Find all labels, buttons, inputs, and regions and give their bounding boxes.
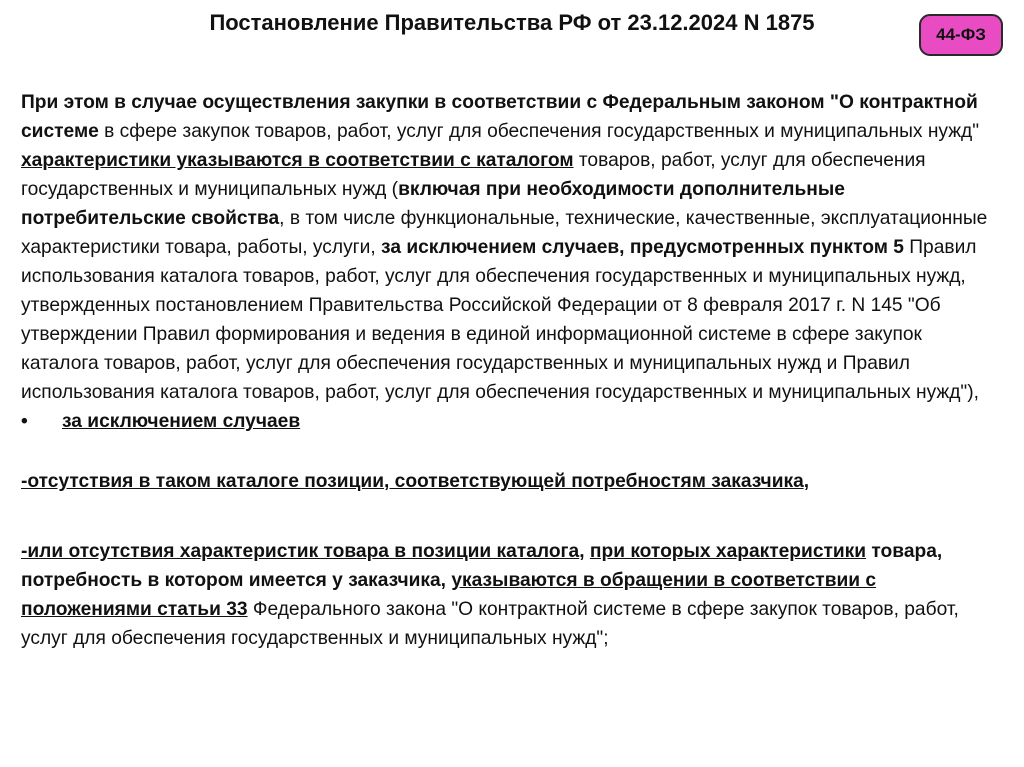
paragraph-or	[21, 537, 991, 653]
para1-underlined-catalog: характеристики указываются в соответствии с каталогом	[21, 150, 574, 171]
bullet-icon: •	[21, 411, 28, 432]
law-badge: 44-ФЗ	[919, 14, 1003, 56]
paragraph-absence	[21, 467, 991, 496]
or-bold-text: товара, потребность в котором имеется у заказчика,	[21, 541, 943, 591]
para1-text-3: , в том числе функциональные, технические, качественные, эксплуатационные характеристики товара, работы, услуги,	[21, 208, 988, 258]
bullet-text: за исключением случаев	[62, 411, 301, 432]
para1-text-2: товаров, работ, услуг для обеспечения государственных и муниципальных нужд (	[21, 150, 926, 200]
or-underlined-3: указываются в обращении в соответствии с положениями статьи 33	[21, 570, 877, 620]
or-text-end: Федерального закона "О контрактной системе в сфере закупок товаров, работ, услуг для обеспечения государственных и муниципальных нужд";	[21, 599, 959, 649]
para1-text-4: Правил использования каталога товаров, работ, услуг для обеспечения государственных и муниципальных нужд, утвержденных постановлением Правительства Российской Федерации от 8 февраля 2017 г. N 145 "Об утверждении Правил формирования и ведения в единой информационной системе в сфере закупок каталога товаров, работ, услуг для обеспечения государственных и муниципальных нужд и Правил использования каталога товаров, работ, услуг для обеспечения государственных и муниципальных нужд"),	[21, 237, 979, 403]
para1-bold-exception: за исключением случаев, предусмотренных пунктом 5	[381, 237, 904, 258]
or-comma: ,	[579, 541, 590, 562]
paragraph-main	[21, 88, 991, 407]
document-body	[21, 88, 991, 653]
para1-text-1: в сфере закупок товаров, работ, услуг для обеспечения государственных и муниципальных нужд"	[98, 121, 980, 142]
para1-bold-start: При этом в случае осуществления закупки в соответствии с Федеральным законом "О контрактной системе	[21, 92, 978, 142]
para1-bold-including: включая при необходимости дополнительные потребительские свойства	[21, 179, 845, 229]
page-title: Постановление Правительства РФ от 23.12.2024 N 1875	[209, 10, 815, 35]
absence-text: -отсутствия в таком каталоге позиции, соответствующей потребностям заказчика,	[21, 471, 810, 492]
or-underlined-2: при которых характеристики	[589, 541, 867, 562]
bullet-item	[21, 407, 991, 436]
or-underlined-1: -или отсутствия характеристик товара в позиции каталога	[21, 541, 580, 562]
